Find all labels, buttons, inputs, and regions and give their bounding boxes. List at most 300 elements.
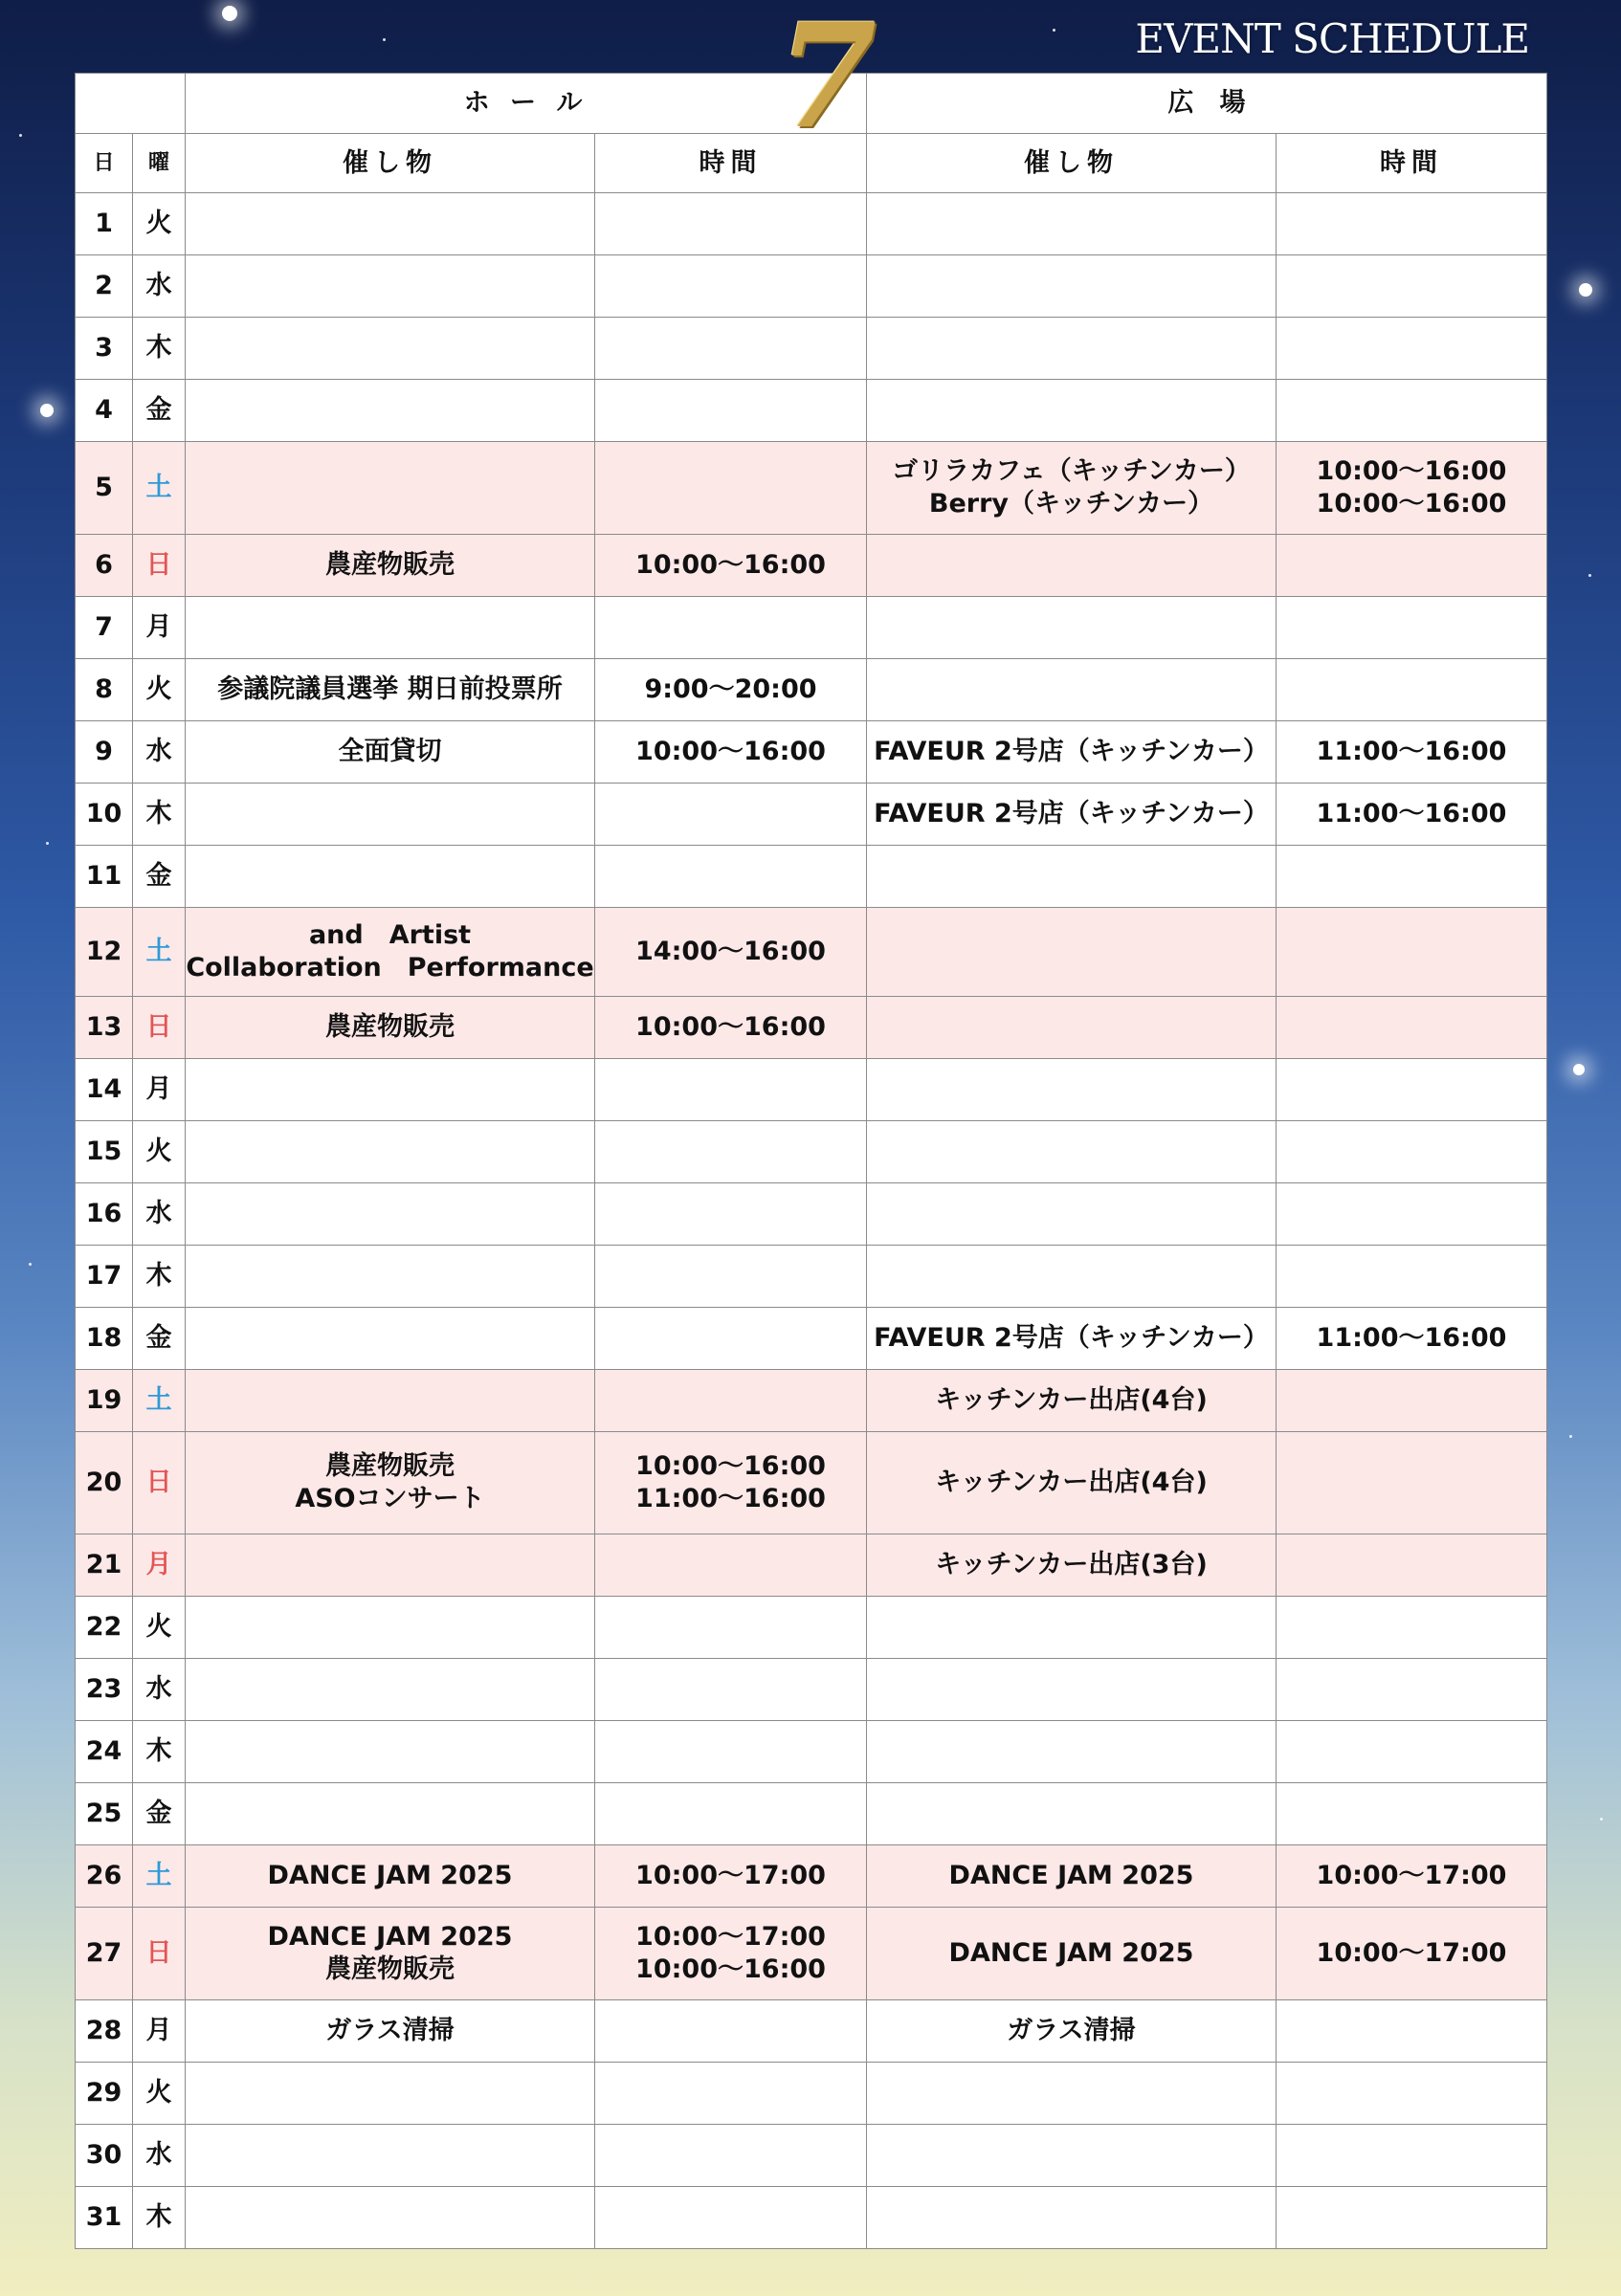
hall-time-cell [595, 784, 867, 846]
day-cell [76, 442, 133, 535]
dow-cell [133, 193, 186, 255]
table-row [76, 846, 1547, 908]
hall-event-cell-text: 農産物販売 [325, 1451, 455, 1482]
hall-event-cell [186, 193, 595, 255]
dow-cell [133, 1183, 186, 1246]
plaza-time-cell [1277, 1370, 1547, 1432]
table-row [76, 597, 1547, 659]
hall-event-cell [186, 1721, 595, 1783]
star-decoration [222, 6, 237, 21]
hall-event-cell-text: and Artist [308, 920, 472, 951]
hall-time-cell [595, 2063, 867, 2125]
hall-time-cell [595, 721, 867, 784]
day-cell [76, 1845, 133, 1908]
plaza-event-cell [867, 1121, 1277, 1183]
hall-time-cell-text: 14:00〜16:00 [635, 937, 826, 967]
plaza-time-cell [1277, 1059, 1547, 1121]
day-cell [76, 1183, 133, 1246]
hall-event-cell [186, 2187, 595, 2249]
dow-cell [133, 255, 186, 318]
star-decoration [19, 134, 22, 137]
plaza-time-cell [1277, 2125, 1547, 2187]
day-cell-text: 22 [85, 1612, 122, 1643]
day-cell-text: 20 [85, 1468, 122, 1498]
plaza-time-cell [1277, 597, 1547, 659]
table-row [76, 1246, 1547, 1308]
star-decoration [46, 842, 49, 845]
dow-cell [133, 1721, 186, 1783]
dow-cell-text: 金 [145, 1323, 172, 1354]
day-cell [76, 908, 133, 997]
dow-cell-text: 火 [145, 209, 172, 239]
table-row [76, 1597, 1547, 1659]
hall-event-cell [186, 1121, 595, 1183]
dow-cell [133, 2187, 186, 2249]
plaza-time-cell [1277, 1721, 1547, 1783]
plaza-event-cell [867, 1908, 1277, 2000]
header-plaza: 広 場 [867, 74, 1547, 134]
day-cell [76, 2187, 133, 2249]
dow-cell [133, 1308, 186, 1370]
hall-event-cell [186, 997, 595, 1059]
day-cell-text: 19 [85, 1385, 122, 1416]
hall-event-cell [186, 1783, 595, 1845]
hall-time-cell [595, 2000, 867, 2063]
star-decoration [1573, 1064, 1585, 1075]
plaza-time-cell [1277, 1121, 1547, 1183]
header-hall-time: 時間 [595, 134, 867, 193]
hall-event-cell [186, 1908, 595, 2000]
table-row [76, 1534, 1547, 1597]
day-cell-text: 28 [85, 2016, 122, 2046]
day-cell [76, 1059, 133, 1121]
hall-time-cell [595, 535, 867, 597]
table-row [76, 2000, 1547, 2063]
table-row [76, 255, 1547, 318]
plaza-event-cell-text: DANCE JAM 2025 [948, 1861, 1194, 1891]
star-decoration [383, 38, 386, 41]
hall-time-cell [595, 1783, 867, 1845]
hall-time-cell-text: 10:00〜16:00 [635, 1451, 826, 1482]
plaza-event-cell [867, 1059, 1277, 1121]
hall-event-cell-text: ASOコンサート [295, 1484, 485, 1513]
day-cell [76, 846, 133, 908]
header-day: 日 [76, 134, 133, 193]
hall-time-cell [595, 1908, 867, 2000]
table-row [76, 1183, 1547, 1246]
hall-event-cell [186, 535, 595, 597]
star-decoration [1569, 1435, 1572, 1438]
plaza-time-cell [1277, 1659, 1547, 1721]
plaza-event-cell [867, 1534, 1277, 1597]
dow-cell-text: 月 [145, 1550, 172, 1580]
plaza-event-cell [867, 1432, 1277, 1534]
dow-cell-text: 土 [145, 937, 172, 967]
table-row [76, 997, 1547, 1059]
hall-event-cell-text: 全面貸切 [338, 737, 442, 767]
day-cell [76, 193, 133, 255]
day-cell [76, 1121, 133, 1183]
plaza-event-cell [867, 1845, 1277, 1908]
hall-time-cell [595, 380, 867, 442]
day-cell-text: 6 [95, 550, 113, 581]
hall-time-cell [595, 1659, 867, 1721]
plaza-event-cell [867, 784, 1277, 846]
plaza-event-cell-text: キッチンカー出店(4台) [935, 1385, 1208, 1416]
hall-time-cell-text: 10:00〜16:00 [635, 550, 826, 581]
hall-event-cell-text: 農産物販売 [325, 1012, 455, 1043]
plaza-time-cell [1277, 1246, 1547, 1308]
plaza-event-cell [867, 1183, 1277, 1246]
table-row [76, 442, 1547, 535]
day-cell [76, 1432, 133, 1534]
plaza-event-cell [867, 721, 1277, 784]
day-cell-text: 17 [85, 1261, 122, 1292]
plaza-time-cell [1277, 997, 1547, 1059]
table-row [76, 2063, 1547, 2125]
plaza-time-cell [1277, 255, 1547, 318]
hall-time-cell [595, 1534, 867, 1597]
hall-time-cell-text: 9:00〜20:00 [644, 674, 817, 705]
table-row [76, 1432, 1547, 1534]
day-cell-text: 10 [85, 799, 122, 829]
plaza-event-cell-text: キッチンカー出店(3台) [935, 1550, 1208, 1580]
plaza-event-cell [867, 255, 1277, 318]
plaza-event-cell-text: FAVEUR 2号店（キッチンカー） [874, 799, 1269, 829]
day-cell [76, 1783, 133, 1845]
plaza-event-cell [867, 2000, 1277, 2063]
plaza-event-cell [867, 1370, 1277, 1432]
hall-event-cell [186, 2063, 595, 2125]
dow-cell [133, 1783, 186, 1845]
table-row [76, 908, 1547, 997]
dow-cell-text: 土 [145, 473, 172, 503]
dow-cell [133, 318, 186, 380]
day-cell [76, 2000, 133, 2063]
star-decoration [1588, 574, 1591, 577]
table-row [76, 721, 1547, 784]
plaza-time-cell [1277, 1183, 1547, 1246]
day-cell-text: 27 [85, 1938, 122, 1969]
hall-event-cell-text: 参議院議員選挙 期日前投票所 [217, 674, 563, 705]
plaza-event-cell-text: FAVEUR 2号店（キッチンカー） [874, 737, 1269, 767]
hall-time-cell [595, 1308, 867, 1370]
hall-event-cell [186, 1534, 595, 1597]
hall-time-cell [595, 846, 867, 908]
hall-event-cell [186, 1246, 595, 1308]
day-cell [76, 1308, 133, 1370]
hall-time-cell [595, 193, 867, 255]
dow-cell [133, 721, 186, 784]
plaza-event-cell-text: キッチンカー出店(4台) [935, 1468, 1208, 1498]
hall-time-cell-text: 10:00〜16:00 [635, 1012, 826, 1043]
dow-cell-text: 土 [145, 1861, 172, 1891]
hall-time-cell [595, 2187, 867, 2249]
dow-cell [133, 1908, 186, 2000]
plaza-event-cell [867, 1659, 1277, 1721]
table-row [76, 1845, 1547, 1908]
day-cell [76, 535, 133, 597]
day-cell-text: 1 [95, 209, 113, 239]
plaza-event-cell [867, 997, 1277, 1059]
hall-event-cell [186, 1183, 595, 1246]
hall-time-cell [595, 1121, 867, 1183]
hall-event-cell [186, 846, 595, 908]
day-cell-text: 30 [85, 2140, 122, 2171]
day-cell-text: 9 [95, 737, 113, 767]
day-cell [76, 597, 133, 659]
plaza-event-cell [867, 318, 1277, 380]
plaza-event-cell [867, 597, 1277, 659]
dow-cell-text: 水 [145, 1674, 172, 1705]
hall-event-cell-text: DANCE JAM 2025 [267, 1861, 513, 1891]
plaza-time-cell-text: 10:00〜16:00 [1316, 489, 1507, 519]
star-decoration [40, 404, 54, 417]
header-hall: ホ ー ル [186, 74, 867, 134]
dow-cell-text: 水 [145, 737, 172, 767]
dow-cell-text: 木 [145, 1261, 172, 1292]
day-cell-text: 3 [95, 333, 113, 364]
hall-time-cell [595, 1370, 867, 1432]
day-cell-text: 8 [95, 674, 113, 705]
day-cell-text: 5 [95, 473, 113, 503]
plaza-time-cell [1277, 442, 1547, 535]
day-cell [76, 997, 133, 1059]
plaza-time-cell [1277, 1308, 1547, 1370]
hall-time-cell [595, 2125, 867, 2187]
star-decoration [1600, 1818, 1603, 1821]
hall-time-cell [595, 1845, 867, 1908]
plaza-time-cell [1277, 380, 1547, 442]
dow-cell [133, 2125, 186, 2187]
table-row [76, 193, 1547, 255]
hall-event-cell [186, 380, 595, 442]
hall-time-cell [595, 442, 867, 535]
plaza-time-cell-text: 10:00〜16:00 [1316, 456, 1507, 487]
dow-cell-text: 金 [145, 1799, 172, 1829]
plaza-time-cell [1277, 2000, 1547, 2063]
plaza-event-cell [867, 380, 1277, 442]
hall-event-cell-text: ガラス清掃 [325, 2016, 455, 2046]
day-cell-text: 16 [85, 1199, 122, 1229]
day-cell-text: 31 [85, 2202, 122, 2233]
plaza-time-cell [1277, 318, 1547, 380]
hall-event-cell-text: DANCE JAM 2025 [267, 1922, 513, 1953]
dow-cell-text: 水 [145, 271, 172, 301]
plaza-event-cell-text: ガラス清掃 [1007, 2016, 1136, 2046]
day-cell-text: 21 [85, 1550, 122, 1580]
dow-cell-text: 月 [145, 1074, 172, 1105]
star-decoration [29, 1263, 32, 1266]
hall-event-cell [186, 1845, 595, 1908]
day-cell [76, 318, 133, 380]
plaza-time-cell [1277, 2187, 1547, 2249]
hall-time-cell [595, 1183, 867, 1246]
day-cell-text: 7 [95, 612, 113, 643]
dow-cell-text: 土 [145, 1385, 172, 1416]
hall-event-cell-text: 農産物販売 [325, 550, 455, 581]
hall-time-cell-text: 10:00〜17:00 [635, 1861, 826, 1891]
plaza-time-cell [1277, 784, 1547, 846]
hall-time-cell-text: 11:00〜16:00 [635, 1484, 826, 1513]
day-cell-text: 15 [85, 1137, 122, 1167]
plaza-event-cell-text: ゴリラカフェ（キッチンカー） [892, 456, 1251, 487]
table-row [76, 1783, 1547, 1845]
dow-cell [133, 1432, 186, 1534]
hall-event-cell [186, 1432, 595, 1534]
plaza-event-cell-text: Berry（キッチンカー） [928, 489, 1214, 519]
day-cell [76, 1659, 133, 1721]
day-cell-text: 13 [85, 1012, 122, 1043]
hall-time-cell [595, 908, 867, 997]
hall-time-cell [595, 1059, 867, 1121]
header-hall-event: 催し物 [186, 134, 595, 193]
plaza-time-cell [1277, 846, 1547, 908]
dow-cell [133, 1659, 186, 1721]
plaza-event-cell [867, 442, 1277, 535]
table-row [76, 2187, 1547, 2249]
month-number: 7 [777, 0, 877, 161]
plaza-time-cell [1277, 1432, 1547, 1534]
dow-cell-text: 木 [145, 1736, 172, 1767]
header-blank-cell [76, 74, 186, 134]
table-row [76, 1721, 1547, 1783]
dow-cell-text: 水 [145, 2140, 172, 2171]
hall-time-cell [595, 659, 867, 721]
dow-cell [133, 597, 186, 659]
day-cell-text: 4 [95, 395, 113, 426]
header-plaza-time: 時間 [1277, 134, 1547, 193]
header-plaza-event: 催し物 [867, 134, 1277, 193]
day-cell-text: 11 [85, 861, 122, 892]
hall-time-cell-text: 10:00〜16:00 [635, 1954, 826, 1984]
hall-event-cell [186, 1059, 595, 1121]
schedule-table [75, 73, 1547, 2249]
dow-cell-text: 日 [145, 1012, 172, 1043]
day-cell [76, 1597, 133, 1659]
hall-time-cell-text: 10:00〜16:00 [635, 737, 826, 767]
day-cell [76, 1246, 133, 1308]
hall-event-cell [186, 908, 595, 997]
table-row [76, 1370, 1547, 1432]
day-cell-text: 18 [85, 1323, 122, 1354]
dow-cell [133, 1121, 186, 1183]
hall-event-cell [186, 597, 595, 659]
day-cell-text: 29 [85, 2078, 122, 2108]
hall-event-cell [186, 1370, 595, 1432]
hall-time-cell [595, 597, 867, 659]
dow-cell [133, 908, 186, 997]
plaza-time-cell [1277, 1597, 1547, 1659]
dow-cell-text: 月 [145, 2016, 172, 2046]
plaza-time-cell-text: 10:00〜17:00 [1316, 1861, 1507, 1891]
hall-event-cell [186, 721, 595, 784]
dow-cell [133, 380, 186, 442]
plaza-event-cell [867, 535, 1277, 597]
header-dow: 曜 [133, 134, 186, 193]
table-row [76, 784, 1547, 846]
dow-cell-text: 日 [145, 550, 172, 581]
hall-time-cell [595, 1246, 867, 1308]
plaza-event-cell [867, 1308, 1277, 1370]
hall-event-cell-text: Collaboration Performance [186, 953, 594, 982]
plaza-event-cell [867, 1721, 1277, 1783]
day-cell-text: 14 [85, 1074, 122, 1105]
table-row [76, 1908, 1547, 2000]
plaza-event-cell [867, 1783, 1277, 1845]
hall-event-cell [186, 1659, 595, 1721]
plaza-event-cell [867, 1597, 1277, 1659]
dow-cell-text: 金 [145, 861, 172, 892]
plaza-time-cell-text: 10:00〜17:00 [1316, 1938, 1507, 1969]
plaza-time-cell [1277, 535, 1547, 597]
hall-event-cell [186, 442, 595, 535]
plaza-event-cell [867, 2063, 1277, 2125]
dow-cell-text: 木 [145, 2202, 172, 2233]
day-cell [76, 255, 133, 318]
table-row [76, 659, 1547, 721]
plaza-event-cell [867, 908, 1277, 997]
dow-cell [133, 2063, 186, 2125]
hall-event-cell [186, 318, 595, 380]
schedule-body [76, 74, 1547, 2249]
plaza-time-cell [1277, 721, 1547, 784]
plaza-event-cell [867, 193, 1277, 255]
table-row [76, 1121, 1547, 1183]
dow-cell [133, 1246, 186, 1308]
star-decoration [1053, 29, 1055, 32]
dow-cell [133, 1370, 186, 1432]
dow-cell-text: 水 [145, 1199, 172, 1229]
day-cell [76, 2125, 133, 2187]
hall-time-cell [595, 318, 867, 380]
day-cell-text: 24 [85, 1736, 122, 1767]
day-cell [76, 1534, 133, 1597]
day-cell [76, 1721, 133, 1783]
plaza-time-cell [1277, 659, 1547, 721]
plaza-event-cell-text: FAVEUR 2号店（キッチンカー） [874, 1323, 1269, 1354]
day-cell-text: 12 [85, 937, 122, 967]
plaza-event-cell [867, 659, 1277, 721]
day-cell [76, 784, 133, 846]
day-cell [76, 1908, 133, 2000]
hall-event-cell [186, 1308, 595, 1370]
plaza-time-cell [1277, 1534, 1547, 1597]
day-cell-text: 23 [85, 1674, 122, 1705]
day-cell-text: 2 [95, 271, 113, 301]
dow-cell [133, 535, 186, 597]
plaza-event-cell [867, 2187, 1277, 2249]
plaza-time-cell [1277, 1908, 1547, 2000]
hall-event-cell [186, 659, 595, 721]
dow-cell [133, 997, 186, 1059]
table-row [76, 380, 1547, 442]
dow-cell [133, 1597, 186, 1659]
day-cell [76, 1370, 133, 1432]
day-cell-text: 25 [85, 1799, 122, 1829]
plaza-time-cell [1277, 2063, 1547, 2125]
plaza-time-cell-text: 11:00〜16:00 [1316, 1323, 1507, 1354]
dow-cell [133, 846, 186, 908]
hall-time-cell [595, 1721, 867, 1783]
dow-cell-text: 日 [145, 1938, 172, 1969]
plaza-time-cell-text: 11:00〜16:00 [1316, 737, 1507, 767]
hall-time-cell-text: 10:00〜17:00 [635, 1922, 826, 1953]
day-cell [76, 659, 133, 721]
plaza-time-cell [1277, 193, 1547, 255]
hall-time-cell [595, 1597, 867, 1659]
dow-cell-text: 火 [145, 2078, 172, 2108]
